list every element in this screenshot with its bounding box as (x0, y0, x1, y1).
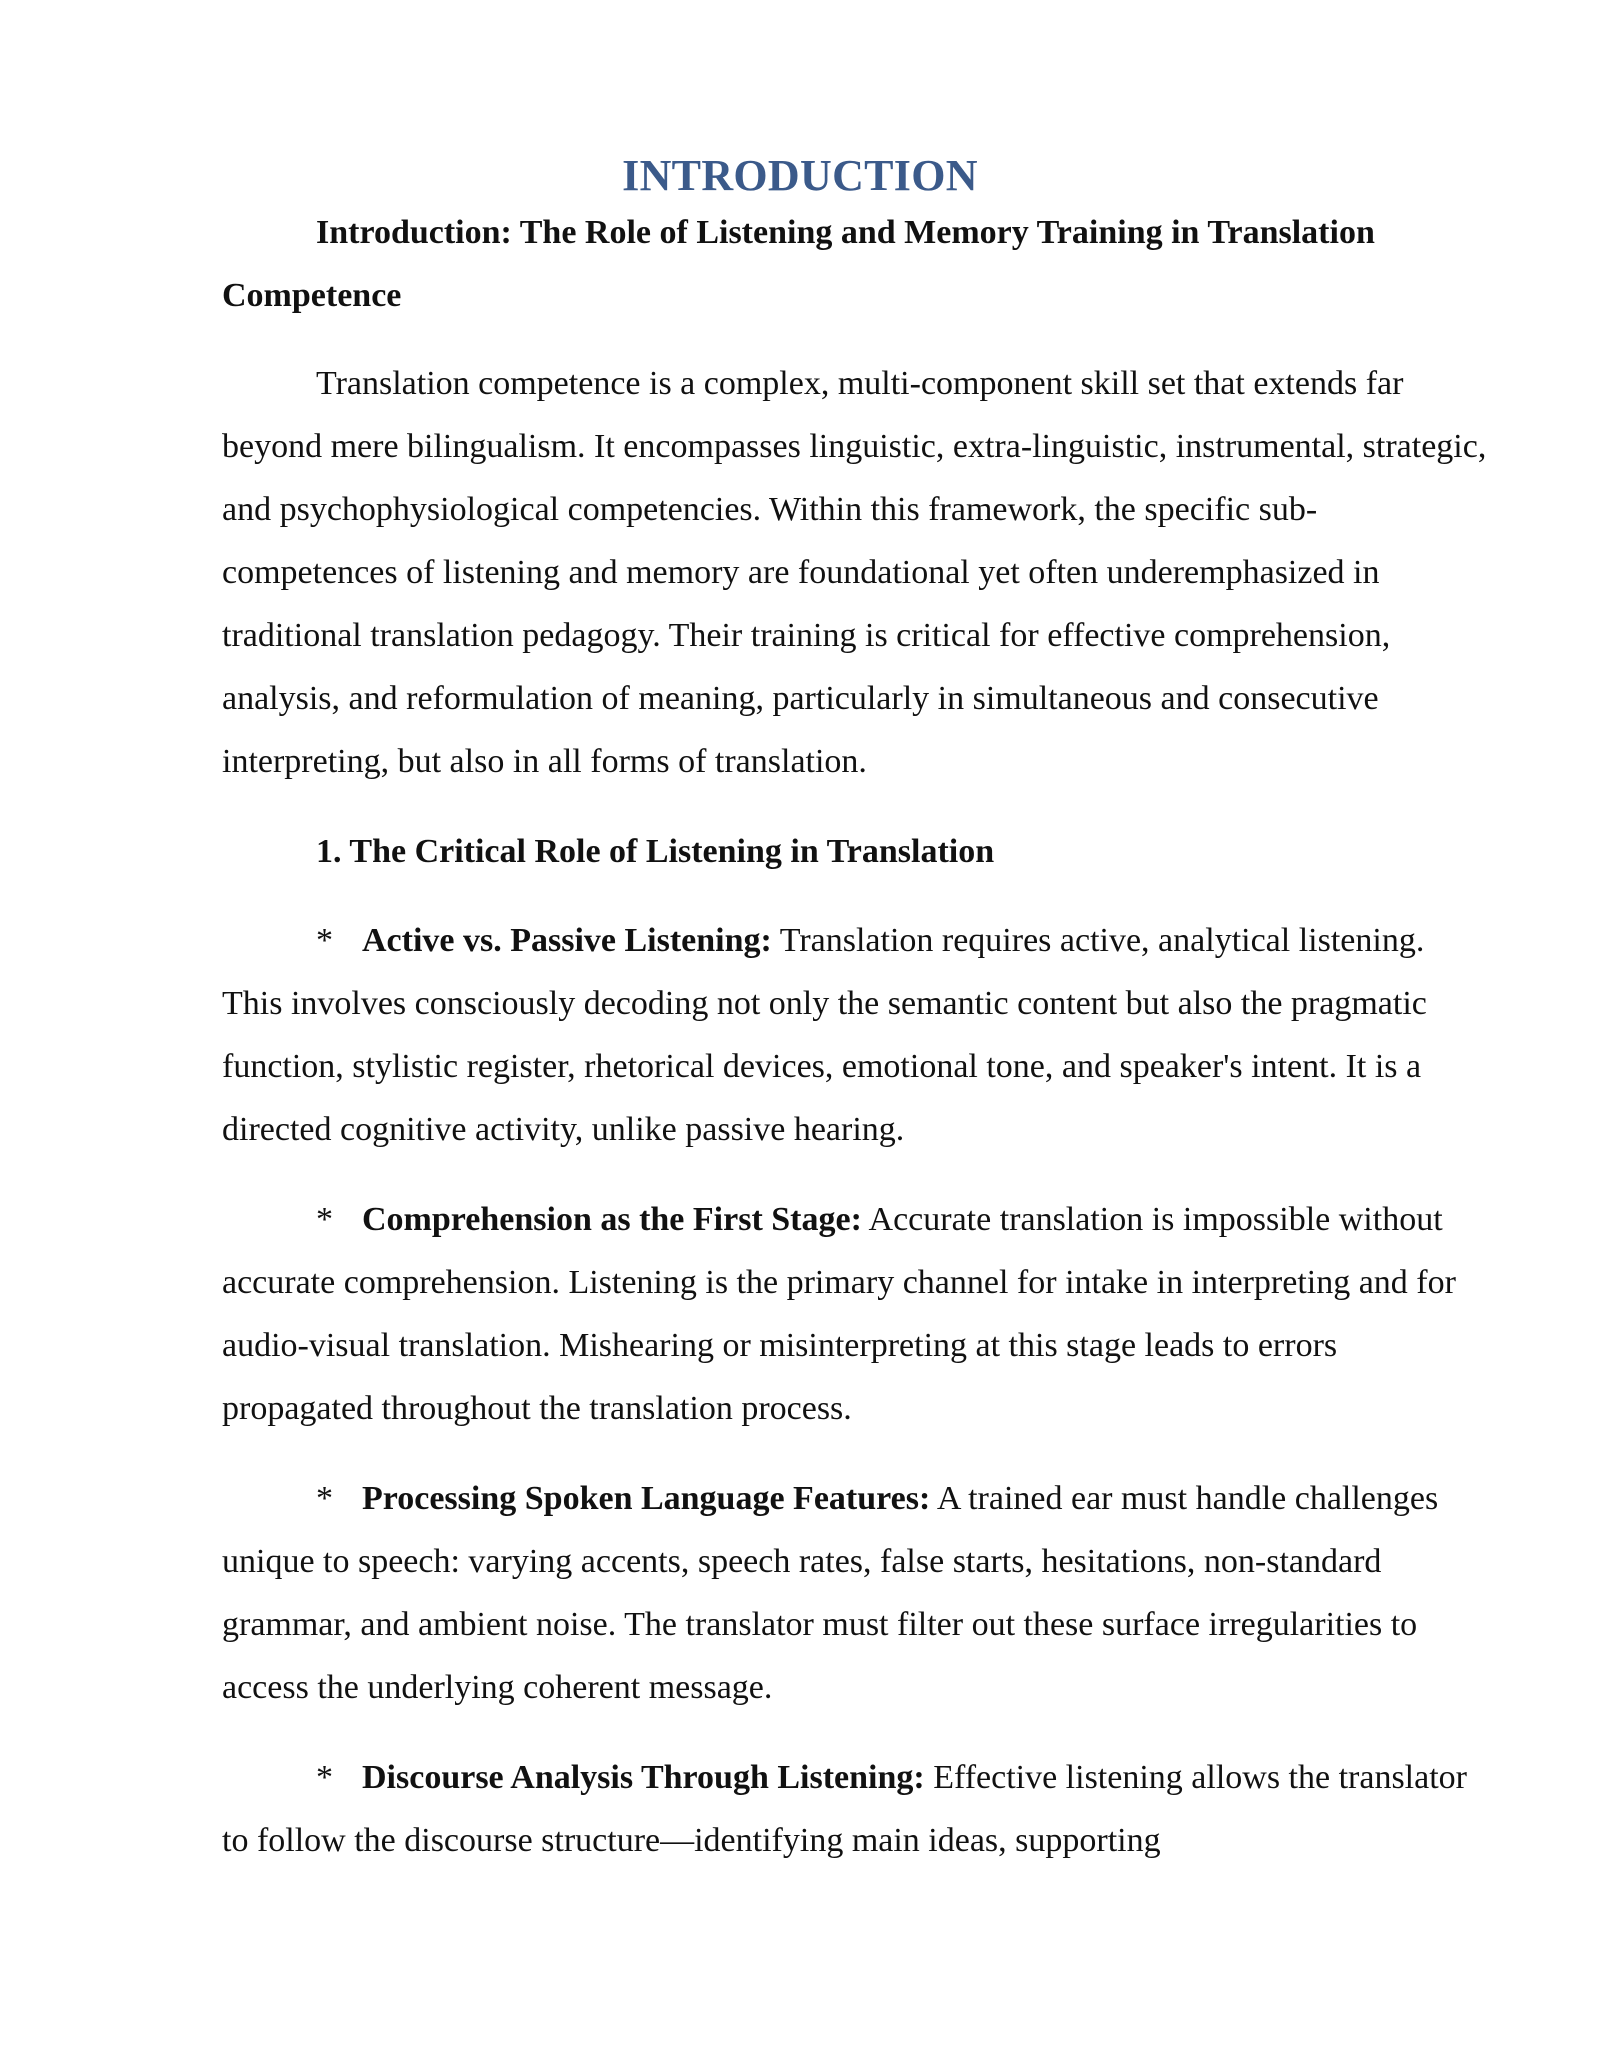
bullet-mark: * (316, 1480, 333, 1517)
bullet-term: Processing Spoken Language Features: (362, 1480, 931, 1517)
bullet-text: A trained ear must handle challenges unique to speech: varying accents, speech rates, false starts, hesitations, non-standard grammar, and ambient noise. The translator must filter out these surface irregularities to access the underlying coherent message. (222, 1480, 1439, 1706)
bullet-term: Discourse Analysis Through Listening: (362, 1759, 925, 1796)
bullet-text: Accurate translation is impossible without accurate comprehension. Listening is the primary channel for intake in interpreting and for audio-visual translation. Mishearing or misinterpreting at this stage leads to errors propagated throughout the translation process. (222, 1201, 1456, 1427)
bullet-spoken-language (222, 1467, 1490, 1719)
bullet-active-listening (222, 909, 1490, 1161)
bullet-text: Effective listening allows the translator to follow the discourse structure—identifying main ideas, supporting (222, 1759, 1467, 1859)
bullet-discourse-analysis (222, 1746, 1490, 1872)
bullet-term: Comprehension as the First Stage: (362, 1201, 862, 1238)
page-heading: INTRODUCTION (622, 151, 978, 200)
bullet-mark: * (316, 1759, 333, 1796)
bullet-mark: * (316, 922, 333, 959)
document-subtitle: Introduction: The Role of Listening and Memory Training in Translation Competence (222, 214, 1375, 314)
intro-paragraph: Translation competence is a complex, multi-component skill set that extends far beyond mere bilingualism. It encompasses linguistic, extra-linguistic, instrumental, strategic, and psychophysiological competencies. Within this framework, the specific sub-competences of listening and memory are foundational yet often underemphasized in traditional translation pedagogy. Their training is critical for effective comprehension, analysis, and reformulation of meaning, particularly in simultaneous and consecutive interpreting, but also in all forms of translation. (222, 365, 1487, 780)
bullet-text: Translation requires active, analytical listening. This involves consciously decoding not only the semantic content but also the pragmatic function, stylistic register, rhetorical devices, emotional tone, and speaker's intent. It is a directed cognitive activity, unlike passive hearing. (222, 922, 1427, 1148)
bullet-comprehension (222, 1188, 1490, 1440)
bullet-mark: * (316, 1201, 333, 1238)
section-1-title: 1. The Critical Role of Listening in Translation (316, 833, 995, 870)
bullet-term: Active vs. Passive Listening: (362, 922, 772, 959)
